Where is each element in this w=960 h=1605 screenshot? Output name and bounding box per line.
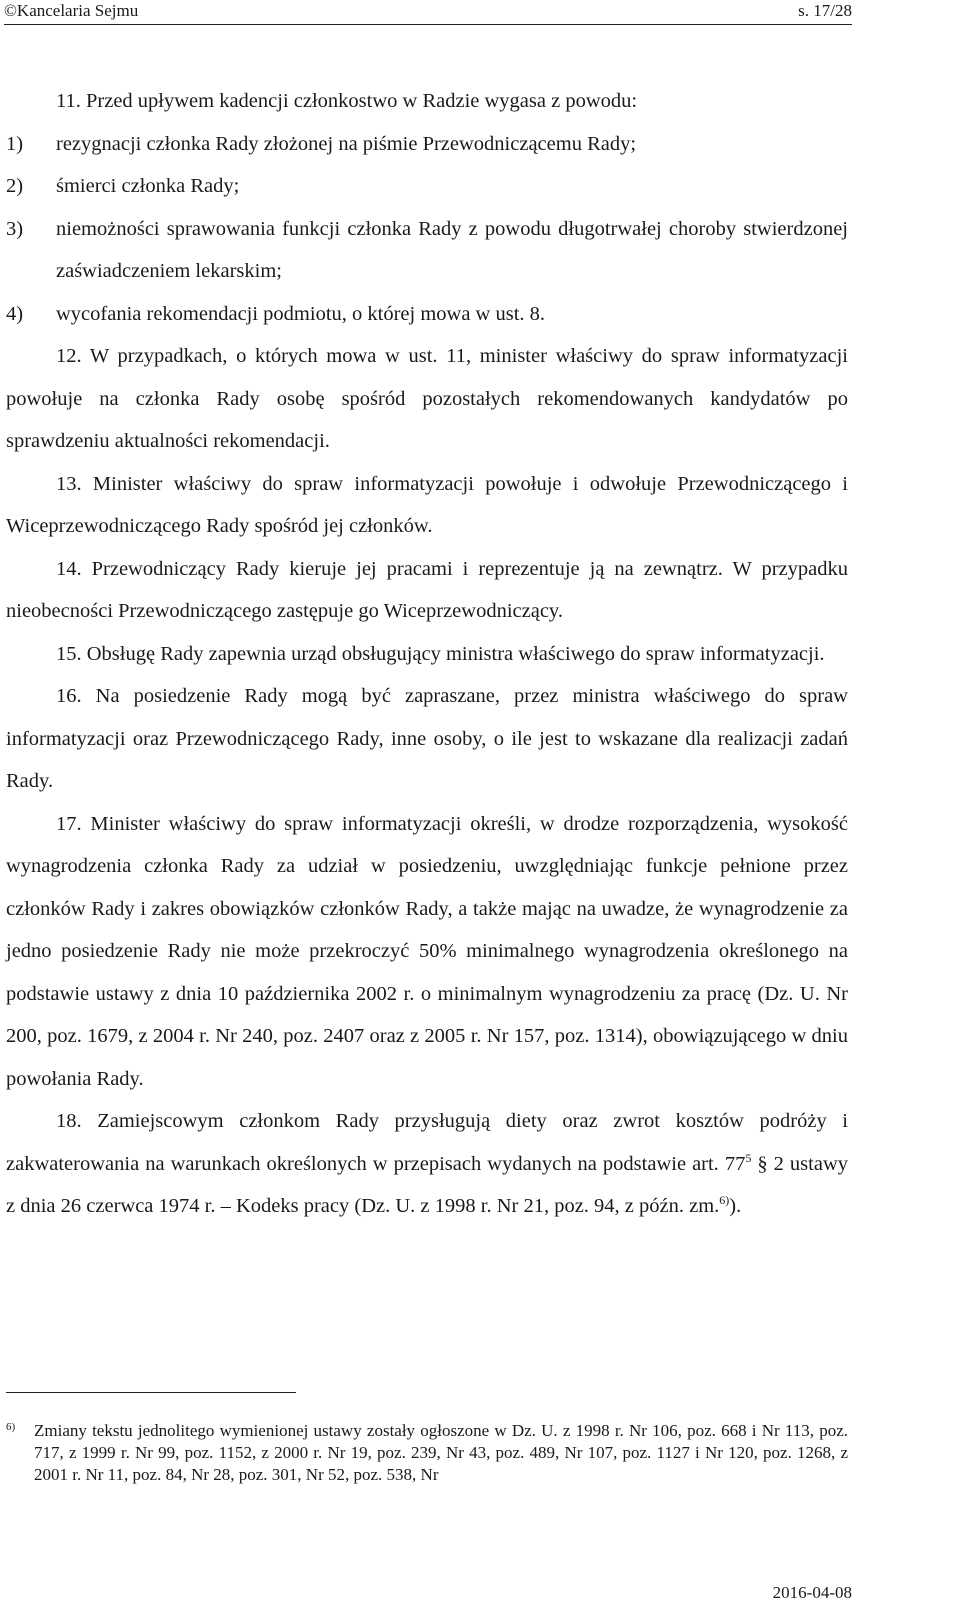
- list-item-text: śmierci członka Rady;: [56, 175, 240, 197]
- list-item: [6, 293, 848, 336]
- paragraph-11-intro: 11. Przed upływem kadencji członkostwo w Radzie wygasa z powodu:: [56, 90, 638, 112]
- paragraph-18-text-c: ).: [729, 1195, 742, 1217]
- footnote: [6, 1420, 848, 1486]
- paragraph-14: 14. Przewodniczący Rady kieruje jej pracami i reprezentuje ją na zewnątrz. W przypadku nieobecności Przewodniczącego zastępuje go Wiceprzewodniczący.: [6, 557, 848, 622]
- paragraph-18: [6, 1100, 848, 1228]
- article-superscript: 5: [745, 1150, 752, 1165]
- list-item-number: 3): [6, 217, 24, 240]
- footnote-text: Zmiany tekstu jednolitego wymienionej ustawy zostały ogłoszone w Dz. U. z 1998 r. Nr 106, poz. 668 i Nr 113, poz. 717, z 1999 r. Nr 99, poz. 1152, z 2000 r. Nr 19, poz. 239, Nr 43, poz. 489, Nr 107, poz. 1127 i Nr 120, poz. 1268, z 2001 r. Nr 11, poz. 84, Nr 28, poz. 301, Nr 52, poz. 538, Nr: [34, 1421, 848, 1484]
- list-item-text: wycofania rekomendacji podmiotu, o której mowa w ust. 8.: [56, 302, 546, 325]
- list-item: [6, 165, 848, 208]
- list-item-number: 4): [6, 302, 24, 325]
- paragraph-15: 15. Obsługę Rady zapewnia urząd obsługujący ministra właściwego do spraw informatyzacji.: [56, 642, 825, 665]
- footnote-divider: [6, 1392, 296, 1393]
- list-item-number: 2): [6, 175, 24, 197]
- paragraph-18-text-b: § 2 ustawy z dnia 26 czerwca 1974 r. – Kodeks pracy (Dz. U. z 1998 r. Nr 21, poz. 94, z późn. zm.: [6, 1152, 849, 1217]
- list-item-number: 1): [6, 132, 24, 155]
- header-copyright: ©Kancelaria Sejmu: [4, 1, 139, 20]
- list-item: [6, 123, 848, 166]
- footer-date: 2016-04-08: [772, 1583, 852, 1602]
- paragraph-13: 13. Minister właściwy do spraw informatyzacji powołuje i odwołuje Przewodniczącego i Wiceprzewodniczącego Rady spośród jej członków.: [6, 472, 848, 537]
- list-item: [6, 208, 848, 293]
- document-body: [6, 80, 848, 1228]
- paragraph-16: 16. Na posiedzenie Rady mogą być zapraszane, przez ministra właściwego do spraw informatyzacji oraz Przewodniczącego Rady, inne osoby, o ile jest to wskazane dla realizacji zadań Rady.: [6, 685, 848, 792]
- footnote-reference[interactable]: 6): [719, 1193, 730, 1208]
- list-item-text: rezygnacji członka Rady złożonej na piśmie Przewodniczącemu Rady;: [56, 132, 637, 155]
- header-page-number: s. 17/28: [798, 1, 852, 20]
- paragraph-17: 17. Minister właściwy do spraw informatyzacji określi, w drodze rozporządzenia, wysokość wynagrodzenia członka Rady za udział w posiedzeniu, uwzględniając funkcje pełnione przez członków Rady i zakres obowiązków członków Rady, a także mając na uwadze, że wynagrodzenie za jedno posiedzenie Rady nie może przekroczyć 50% minimalnego wynagrodzenia określonego na podstawie ustawy z dnia 10 października 2002 r. o minimalnym wynagrodzeniu za pracę (Dz. U. Nr 200, poz. 1679, z 2004 r. Nr 240, poz. 2407 oraz z 2005 r. Nr 157, poz. 1314), obowiązującego w dniu powołania Rady.: [6, 812, 848, 1090]
- paragraph-12: 12. W przypadkach, o których mowa w ust. 11, minister właściwy do spraw informatyzacji powołuje na członka Rady osobę spośród pozostałych rekomendowanych kandydatów po sprawdzeniu aktualności rekomendacji.: [6, 345, 848, 452]
- paragraph-18-text-a: 18. Zamiejscowym członkom Rady przysługują diety oraz zwrot kosztów podróży i zakwaterowania na warunkach określonych w przepisach wydanych na podstawie art. 77: [6, 1110, 848, 1175]
- footnote-mark: 6): [6, 1421, 16, 1433]
- page-header: [4, 0, 852, 25]
- list-item-text: niemożności sprawowania funkcji członka Rady z powodu długotrwałej choroby stwierdzonej zaświadczeniem lekarskim;: [56, 217, 848, 282]
